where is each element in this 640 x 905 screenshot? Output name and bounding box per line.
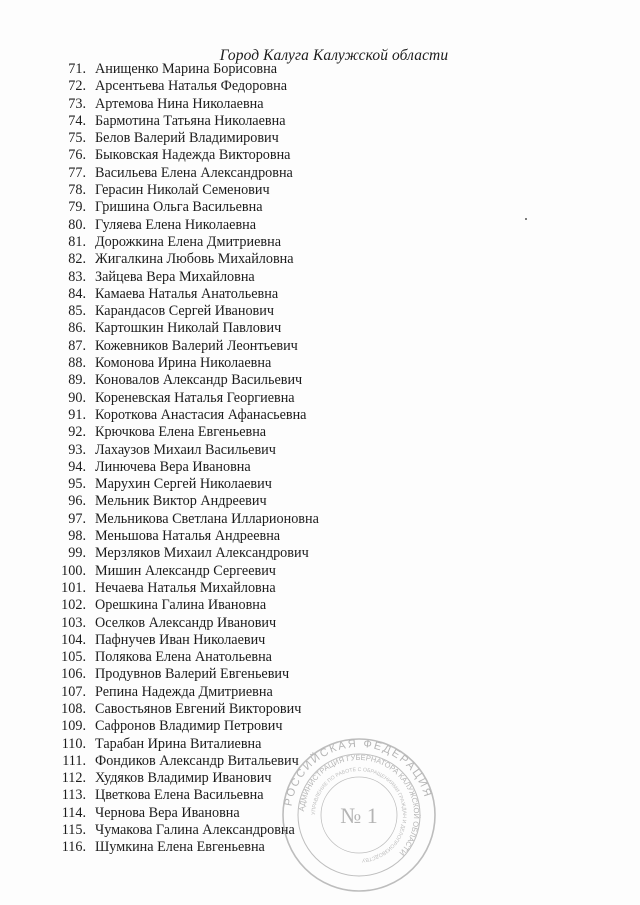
entry-number: 80. [68, 216, 86, 233]
entry-name: Картошкин Николай Павлович [95, 320, 282, 337]
list-item [60, 217, 319, 234]
entry-number: 74. [68, 112, 86, 129]
entry-name: Линючева Вера Ивановна [95, 458, 251, 475]
entry-number: 83. [68, 268, 86, 285]
entry-number: 103. [61, 614, 86, 631]
page-title: Город Калуга Калужской области [219, 47, 449, 64]
entry-name: Быковская Надежда Викторовна [95, 147, 291, 164]
list-item [60, 597, 319, 614]
list-item [60, 545, 319, 562]
entry-number: 115. [61, 822, 86, 839]
seal-outer-text: РОССИЙСКАЯ ФЕДЕРАЦИЯ [282, 737, 434, 808]
list-item [60, 615, 319, 632]
list-item [60, 459, 319, 476]
list-item [60, 424, 319, 441]
entry-number: 108. [61, 700, 86, 717]
entry-name: Жигалкина Любовь Михайловна [95, 251, 294, 268]
entry-name: Лахаузов Михаил Васильевич [95, 441, 276, 458]
list-item [60, 701, 319, 718]
list-item [60, 718, 319, 735]
entry-name: Савостьянов Евгений Викторович [95, 700, 302, 717]
seal-middle-text: АДМИНИСТРАЦИЯ ГУБЕРНАТОРА КАЛУЖСКОЙ ОБЛАСТИ [297, 752, 422, 858]
entry-number: 81. [68, 233, 86, 250]
list-item [60, 96, 319, 113]
list-item [60, 407, 319, 424]
list-item [60, 563, 319, 580]
entry-number: 101. [61, 579, 86, 596]
seal-inner-text: УПРАВЛЕНИЕ ПО РАБОТЕ С ОБРАЩЕНИЯМИ ГРАЖДАН И ДЕЛОПРОИЗВОДСТВУ [310, 766, 408, 863]
entry-name: Мишин Александр Сергеевич [95, 562, 276, 579]
entry-name: Артемова Нина Николаевна [95, 95, 264, 112]
entry-name: Камаева Наталья Анатольевна [95, 285, 279, 302]
list-item [60, 165, 319, 182]
entry-number: 94. [68, 458, 86, 475]
entry-number: 114. [61, 804, 86, 821]
scan-speck [525, 218, 527, 220]
entry-name: Арсентьева Наталья Федоровна [95, 78, 288, 95]
entry-name: Васильева Елена Александровна [95, 164, 293, 181]
entry-name: Тарабан Ирина Виталиевна [95, 735, 262, 752]
entry-number: 109. [61, 718, 86, 735]
entry-name: Нечаева Наталья Михайловна [95, 579, 276, 596]
entry-name: Полякова Елена Анатольевна [95, 649, 272, 666]
list-item [60, 113, 319, 130]
entry-number: 100. [61, 562, 86, 579]
list-item [60, 476, 319, 493]
list-item [60, 390, 319, 407]
entry-number: 87. [68, 337, 86, 354]
list-item [60, 78, 319, 95]
entry-number: 110. [61, 735, 86, 752]
entry-name: Гришина Ольга Васильевна [95, 199, 263, 216]
list-item [60, 666, 319, 683]
entry-name: Кореневская Наталья Георгиевна [95, 389, 295, 406]
entry-name: Пафнучев Иван Николаевич [95, 631, 266, 648]
list-item [60, 580, 319, 597]
entry-name: Дорожкина Елена Дмитриевна [95, 233, 282, 250]
list-item [60, 269, 319, 286]
entry-name: Репина Надежда Дмитриевна [95, 683, 273, 700]
entry-number: 97. [68, 510, 86, 527]
list-item [60, 303, 319, 320]
entry-number: 92. [68, 424, 86, 441]
entry-name: Герасин Николай Семенович [95, 182, 270, 199]
entry-number: 113. [61, 787, 86, 804]
list-item [60, 234, 319, 251]
list-item [60, 130, 319, 147]
list-item [60, 684, 319, 701]
list-item [60, 493, 319, 510]
entry-name: Кожевников Валерий Леонтьевич [95, 337, 298, 354]
entry-number: 104. [61, 631, 86, 648]
list-item [60, 511, 319, 528]
entry-number: 90. [68, 389, 86, 406]
entry-number: 91. [68, 406, 86, 423]
seal-number: № 1 [340, 803, 378, 828]
list-item [60, 199, 319, 216]
entry-name: Цветкова Елена Васильевна [95, 787, 264, 804]
entry-name: Худяков Владимир Иванович [95, 770, 272, 787]
entry-name: Белов Валерий Владимирович [95, 130, 279, 147]
list-item [60, 338, 319, 355]
entry-number: 112. [61, 770, 86, 787]
entry-name: Марухин Сергей Николаевич [95, 476, 272, 493]
entry-number: 71. [68, 61, 86, 77]
entry-number: 78. [68, 182, 86, 199]
entry-name: Бармотина Татьяна Николаевна [95, 112, 286, 129]
entry-name: Короткова Анастасия Афанасьевна [95, 406, 307, 423]
entry-name: Меньшова Наталья Андреевна [95, 528, 281, 545]
entry-number: 73. [68, 95, 86, 112]
entry-number: 86. [68, 320, 86, 337]
list-item [60, 251, 319, 268]
list-item [60, 320, 319, 337]
entry-name: Фондиков Александр Витальевич [95, 752, 299, 769]
list-item [60, 286, 319, 303]
official-seal [281, 737, 437, 893]
entry-number: 76. [68, 147, 86, 164]
entry-name: Оселков Александр Иванович [95, 614, 277, 631]
entry-number: 99. [68, 545, 86, 562]
entry-number: 72. [68, 78, 86, 95]
list-item [60, 632, 319, 649]
entry-name: Гуляева Елена Николаевна [95, 216, 257, 233]
entry-number: 102. [61, 597, 86, 614]
entry-name: Зайцева Вера Михайловна [95, 268, 255, 285]
entry-number: 88. [68, 355, 86, 372]
list-item [60, 182, 319, 199]
entry-number: 105. [61, 649, 86, 666]
entry-name: Сафронов Владимир Петрович [95, 718, 283, 735]
entry-number: 75. [68, 130, 86, 147]
entry-number: 93. [68, 441, 86, 458]
entry-number: 96. [68, 493, 86, 510]
entry-number: 79. [68, 199, 86, 216]
entry-number: 116. [61, 839, 86, 856]
entry-name: Продувнов Валерий Евгеньевич [95, 666, 290, 683]
entry-number: 111. [62, 752, 86, 769]
entry-name: Мерзляков Михаил Александрович [95, 545, 309, 562]
list-item [60, 528, 319, 545]
entry-number: 84. [68, 285, 86, 302]
list-item [60, 147, 319, 164]
entry-name: Орешкина Галина Ивановна [95, 597, 267, 614]
entry-name: Коновалов Александр Васильевич [95, 372, 303, 389]
entry-number: 85. [68, 303, 86, 320]
entry-number: 89. [68, 372, 86, 389]
entry-number: 77. [68, 164, 86, 181]
entry-name: Шумкина Елена Евгеньевна [95, 839, 265, 856]
entry-number: 98. [68, 528, 86, 545]
list-item [60, 442, 319, 459]
entry-name: Мельникова Светлана Илларионовна [95, 510, 319, 527]
entry-name: Карандасов Сергей Иванович [95, 303, 274, 320]
entry-number: 95. [68, 476, 86, 493]
entry-name: Мельник Виктор Андреевич [95, 493, 267, 510]
entry-name: Чернова Вера Ивановна [95, 804, 240, 821]
entry-number: 106. [61, 666, 86, 683]
entry-number: 107. [61, 683, 86, 700]
list-item [60, 355, 319, 372]
list-item [60, 61, 319, 78]
entry-name: Анищенко Марина Борисовна [95, 61, 277, 77]
entry-number: 82. [68, 251, 86, 268]
list-item [60, 372, 319, 389]
entry-name: Комонова Ирина Николаевна [95, 355, 272, 372]
list-item [60, 649, 319, 666]
entry-name: Крючкова Елена Евгеньевна [95, 424, 267, 441]
entry-name: Чумакова Галина Александровна [95, 822, 295, 839]
